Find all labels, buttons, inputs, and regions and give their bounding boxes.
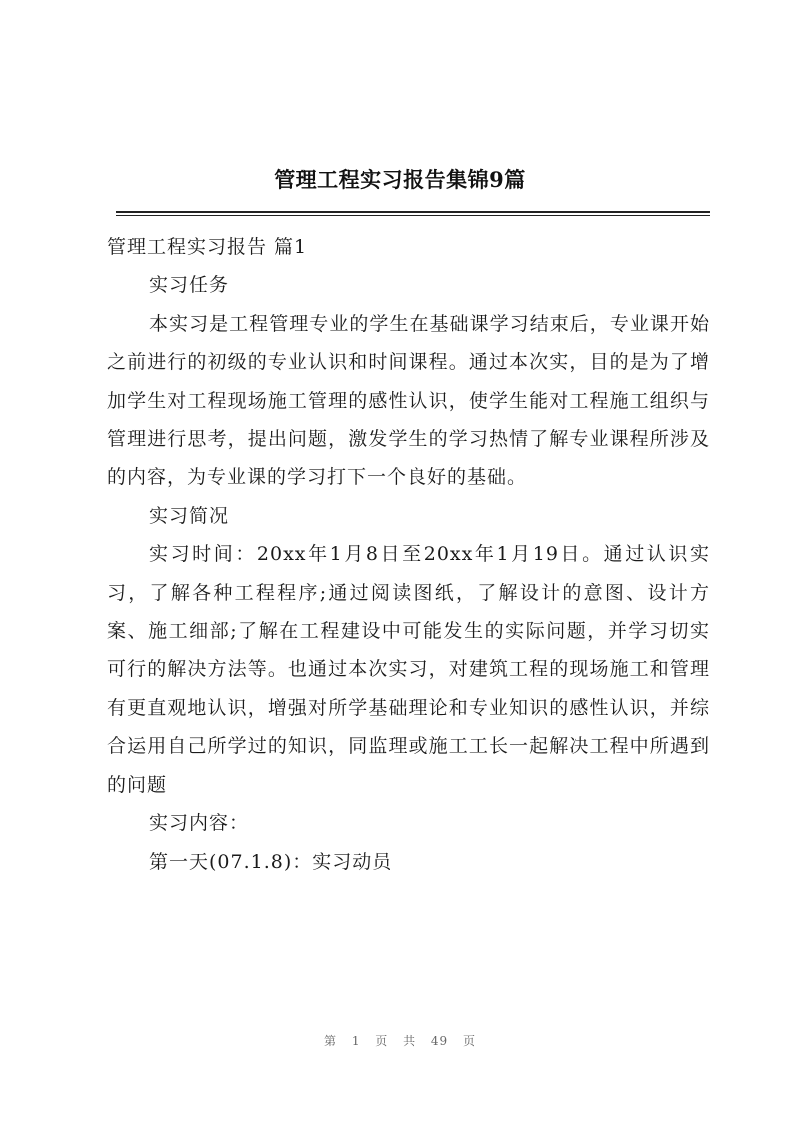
subheading-overview: 实习简况 (149, 504, 230, 527)
document-title: 管理工程实习报告集锦9篇 (274, 167, 526, 192)
paragraph-overview: 实习时间：20xx年1月8日至20xx年1月19日。通过认识实习，了解各种工程程序;通过阅读图纸，了解设计的意图、设计方案、施工细部;了解在工程建设中可能发生的实际问题，并学习切实可行的解决方法等。也通过本次实习，对建筑工程的现场施工和管理有更直观地认识，增强对所学基础理论和专业知识的感性认识，并综合运用自己所学过的知识，同监理或施工工长一起解决工程中所遇到的问题 (107, 543, 710, 796)
section-heading: 管理工程实习报告 篇1 (107, 236, 308, 258)
document-body (107, 228, 710, 881)
paragraph-task: 本实习是工程管理专业的学生在基础课学习结束后，专业课开始之前进行的初级的专业认识和时间课程。通过本次实，目的是为了增加学生对工程现场施工管理的感性认识，使学生能对工程施工组织与管理进行思考，提出问题，激发学生的学习热情了解专业课程所涉及的内容，为专业课的学习打下一个良好的基础。 (107, 312, 710, 489)
page-number-footer: 第 1 页 共 49 页 (324, 1034, 476, 1048)
subheading-content: 实习内容： (149, 812, 250, 835)
title-underline (116, 211, 710, 216)
subheading-task: 实习任务 (149, 274, 230, 297)
paragraph-day-one: 第一天(07.1.8)：实习动员 (149, 850, 393, 873)
